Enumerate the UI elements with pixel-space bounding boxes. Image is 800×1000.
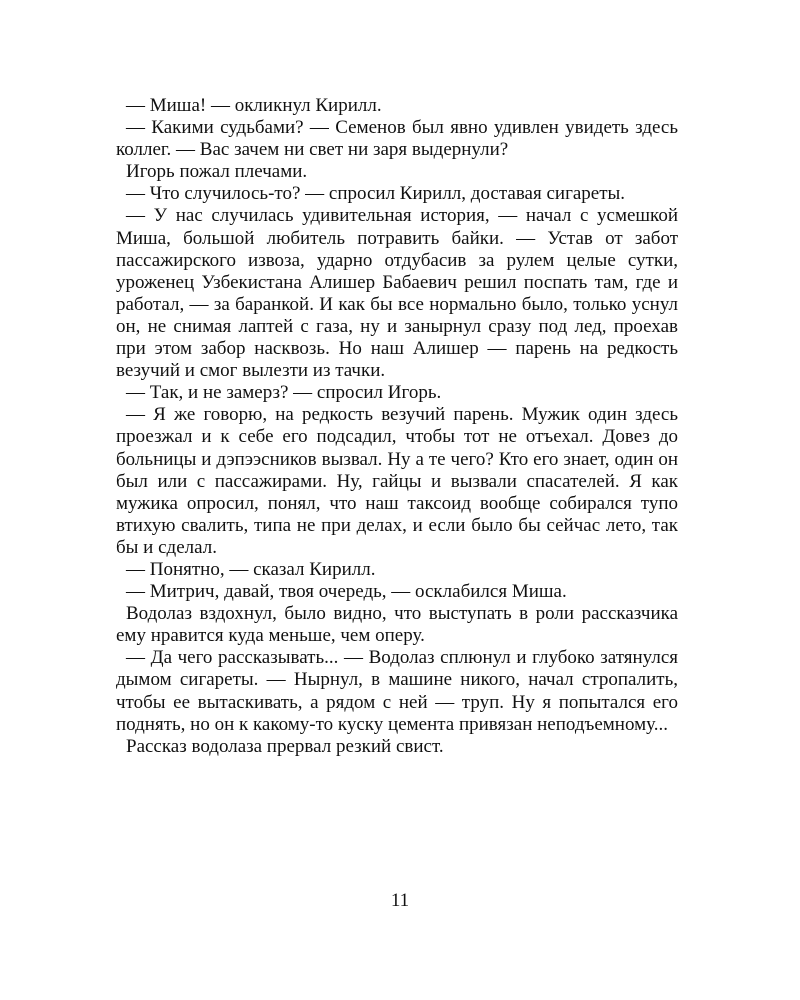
paragraph-11: — Да чего рассказывать... — Водолаз сплюнул и глубоко затянулся дымом сигареты. — Нырнул, в машине никого, начал стропалить, чтобы ее вытаскивать, а рядом с ней — труп. Ну я попытался его поднять, но он к какому-то куску цемента привязан неподъемному...: [116, 647, 678, 735]
paragraph-10: Водолаз вздохнул, было видно, что выступать в роли рассказчика ему нравится куда меньше, чем оперу.: [116, 603, 678, 647]
paragraph-12: Рассказ водолаза прервал резкий свист.: [126, 735, 444, 757]
page-text: [116, 95, 678, 758]
paragraph-4: — Что случилось-то? — спросил Кирилл, доставая сигареты.: [126, 183, 626, 205]
paragraph-2: — Какими судьбами? — Семенов был явно удивлен увидеть здесь коллег. — Вас зачем ни свет ни заря выдернули?: [116, 117, 678, 161]
paragraph-6: — Так, и не замерз? — спросил Игорь.: [126, 382, 442, 404]
page-number: 11: [390, 890, 410, 911]
paragraph-5: — У нас случилась удивительная история, — начал с усмешкой Миша, большой любитель потравить байки. — Устав от забот пассажирского извоза, ударно отдубасив за рулем целые сутки, уроженец Узбекистана Алишер Бабаевич решил поспать там, где и работал, — за баранкой. И как бы все нормально было, только уснул он, не снимая лаптей с газа, ну и занырнул сразу под лед, проехав при этом забор насквозь. Но наш Алишер — парень на редкость везучий и смог вылезти из тачки.: [116, 205, 678, 382]
paragraph-3: Игорь пожал плечами.: [126, 161, 308, 183]
paragraph-1: — Миша! — окликнул Кирилл.: [126, 95, 382, 116]
paragraph-8: — Понятно, — сказал Кирилл.: [126, 558, 376, 580]
paragraph-7: — Я же говорю, на редкость везучий парень. Мужик один здесь проезжал и к себе его подсадил, чтобы тот не отъехал. Довез до больницы и дэпээсников вызвал. Ну а те чего? Кто его знает, один он был или с пассажирами. Ну, гайцы и вызвали спасателей. Я как мужика опросил, понял, что наш таксоид вообще собирался тупо втихую свалить, типа не при делах, и если было бы сейчас лето, так бы и сделал.: [116, 404, 678, 558]
paragraph-9: — Митрич, давай, твоя очередь, — осклабился Миша.: [126, 581, 567, 603]
